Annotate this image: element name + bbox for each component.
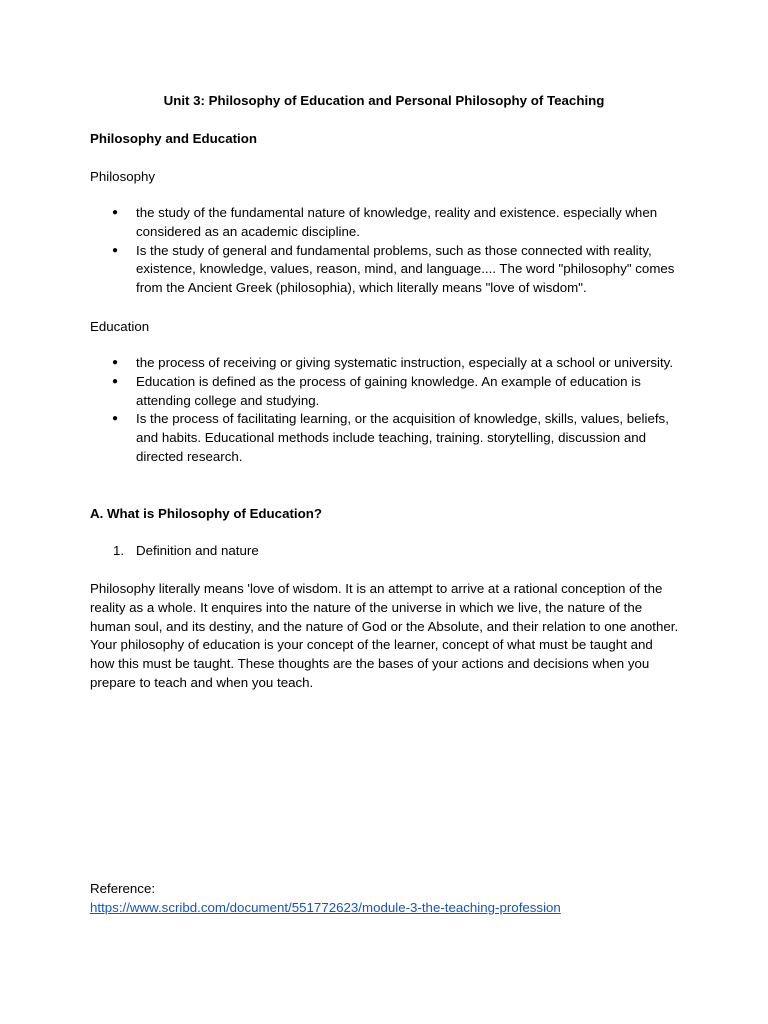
section-heading: Philosophy and Education [90,131,257,146]
education-bullet-list [90,354,690,467]
body-paragraph: Philosophy literally means 'love of wisdom. It is an attempt to arrive at a rational conception of the reality as a whole. It enquires into the nature of the universe in which we live, the nature of the human soul, and its destiny, and the nature of God or the Absolute, and their relation to one another. Your philosophy of education is your concept of the learner, concept of what must be taught and how this must be taught. These thoughts are the bases of your actions and decisions when you prepare to teach and when you teach. [90,581,679,690]
subsection-heading: A. What is Philosophy of Education? [90,506,322,521]
list-item-text: Education is defined as the process of gaining knowledge. An example of education is attending college and studying. [136,373,641,408]
bullet-icon: ● [112,207,119,218]
list-item [90,541,259,560]
list-item-text: the process of receiving or giving systematic instruction, especially at a school or university. [136,355,674,370]
education-label: Education [90,319,150,334]
numbered-list [90,541,259,560]
list-item-text: Is the process of facilitating learning, or the acquisition of knowledge, skills, values, beliefs, and habits. Educational methods include teaching, training. storytelling, discussion and directed research. [136,411,669,464]
list-item [90,204,686,242]
list-item-text: Is the study of general and fundamental problems, such as those connected with reality, existence, knowledge, values, reason, mind, and language.... The word "philosophy" comes from the Ancient Greek (philosophia), which literally means "love of wisdom". [136,242,675,296]
list-item-text: Definition and nature [136,543,259,558]
bullet-icon: ● [112,244,119,256]
philosophy-bullet-list [90,204,690,298]
list-item [90,242,686,298]
bullet-icon: ● [112,357,119,368]
reference-line [90,898,690,917]
document-title: Unit 3: Philosophy of Education and Personal Philosophy of Teaching [163,93,605,108]
reference-label: Reference: [90,881,156,896]
list-number: 1. [113,543,125,558]
reference-link[interactable]: https://www.scribd.com/document/551772623/module-3-the-teaching-profession [90,900,561,915]
philosophy-label: Philosophy [90,169,156,184]
bullet-icon: ● [112,375,119,387]
list-item [90,410,686,466]
list-item [90,373,686,411]
bullet-icon: ● [112,413,119,425]
list-item-text: the study of the fundamental nature of knowledge, reality and existence. especially when considered as an academic discipline. [136,205,658,239]
list-item [90,354,686,373]
